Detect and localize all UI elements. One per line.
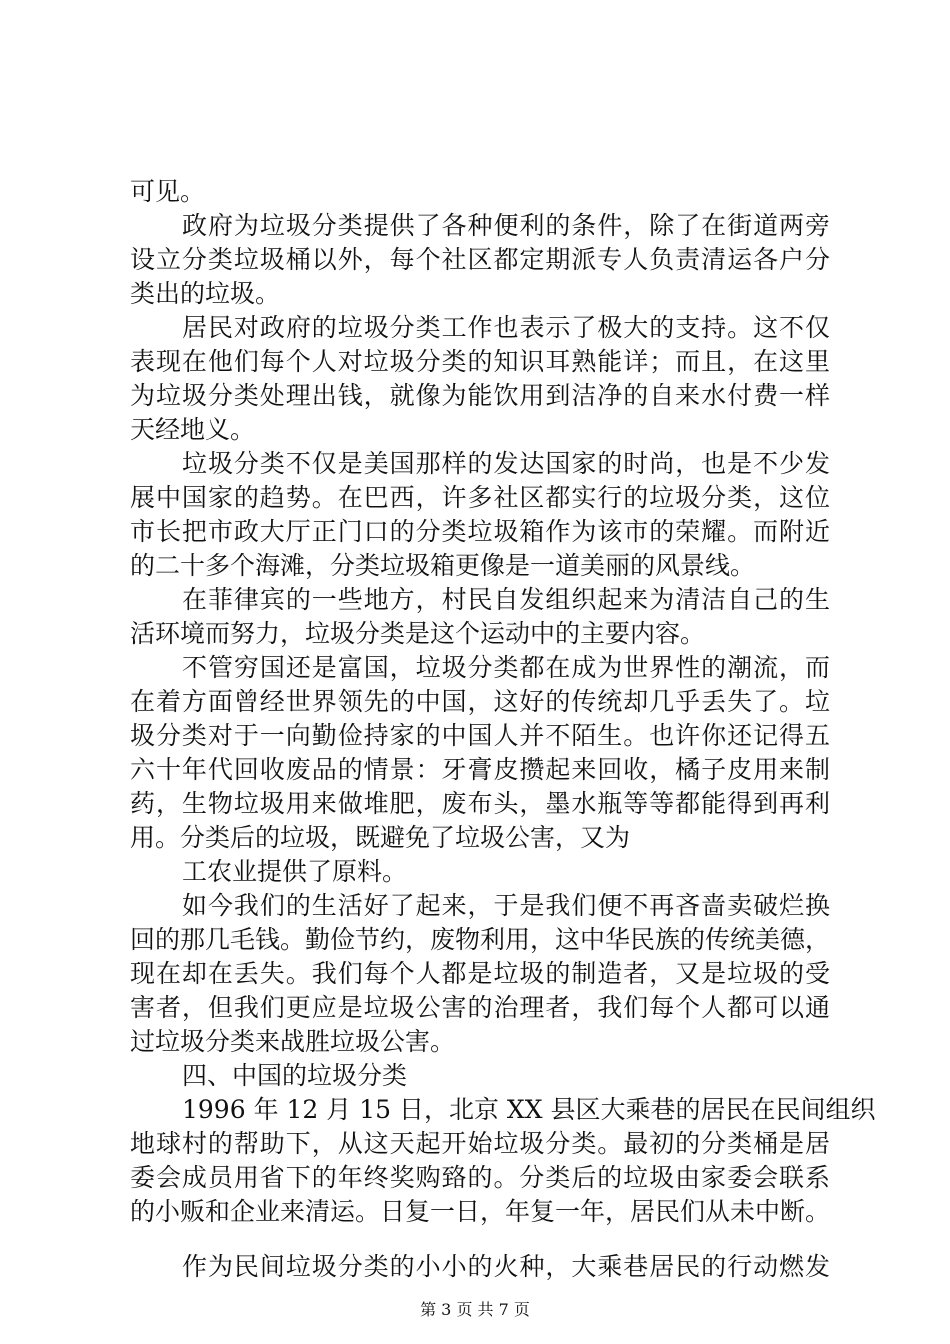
text-line: 展中国家的趋势。在巴西，许多社区都实行的垃圾分类，这位: [130, 483, 830, 512]
text-line: 市长把市政大厅正门口的分类垃圾箱作为该市的荣耀。而附近: [130, 517, 830, 546]
text-line: 不管穷国还是富国，垃圾分类都在成为世界性的潮流，而: [182, 653, 830, 682]
text-line: 1996 年 12 月 15 日，北京 XX 县区大乘巷的居民在民间组织: [182, 1095, 876, 1124]
text-line: 居民对政府的垃圾分类工作也表示了极大的支持。这不仅: [182, 313, 830, 342]
text-line: 在菲律宾的一些地方，村民自发组织起来为清洁自己的生: [182, 585, 830, 614]
text-line: 药，生物垃圾用来做堆肥，废布头，墨水瓶等等都能得到再利: [130, 789, 830, 818]
final-text-line: 作为民间垃圾分类的小小的火种，大乘巷居民的行动燃发: [182, 1252, 830, 1281]
page-footer: 第 3 页 共 7 页: [420, 1300, 530, 1319]
text-line: 如今我们的生活好了起来，于是我们便不再吝啬卖破烂换: [182, 891, 830, 920]
text-line: 可见。: [130, 177, 206, 206]
text-line: 六十年代回收废品的情景：牙膏皮攒起来回收，橘子皮用来制: [130, 755, 830, 784]
text-line: 垃圾分类不仅是美国那样的发达国家的时尚，也是不少发: [182, 449, 830, 478]
text-line: 回的那几毛钱。勤俭节约，废物利用，这中华民族的传统美德，: [130, 925, 831, 954]
text-line: 天经地义。: [130, 415, 256, 444]
text-line: 害者，但我们更应是垃圾公害的治理者，我们每个人都可以通: [130, 993, 830, 1022]
text-line: 在着方面曾经世界领先的中国，这好的传统却几乎丢失了。垃: [130, 687, 830, 716]
text-line: 的小贩和企业来清运。日复一日，年复一年，居民们从未中断。: [130, 1197, 831, 1226]
text-line: 委会成员用省下的年终奖购臵的。分类后的垃圾由家委会联系: [130, 1163, 830, 1192]
text-line: 类出的垃圾。: [130, 279, 281, 308]
text-line: 表现在他们每个人对垃圾分类的知识耳熟能详；而且，在这里: [130, 347, 830, 376]
text-line: 圾分类对于一向勤俭持家的中国人并不陌生。也许你还记得五: [130, 721, 830, 750]
text-line: 的二十多个海滩，分类垃圾箱更像是一道美丽的风景线。: [130, 551, 756, 580]
text-line: 设立分类垃圾桶以外，每个社区都定期派专人负责清运各户分: [130, 245, 830, 274]
text-line: 政府为垃圾分类提供了各种便利的条件，除了在街道两旁: [182, 211, 830, 240]
text-line: 工农业提供了原料。: [182, 857, 408, 886]
text-line: 地球村的帮助下，从这天起开始垃圾分类。最初的分类桶是居: [130, 1129, 830, 1158]
text-line: 活环境而努力，垃圾分类是这个运动中的主要内容。: [130, 619, 706, 648]
text-line: 过垃圾分类来战胜垃圾公害。: [130, 1027, 456, 1056]
text-line: 用。分类后的垃圾，既避免了垃圾公害，又为: [130, 823, 631, 852]
section-heading: 四、中国的垃圾分类: [182, 1061, 408, 1090]
text-line: 为垃圾分类处理出钱，就像为能饮用到洁净的自来水付费一样: [130, 381, 830, 410]
text-line: 现在却在丢失。我们每个人都是垃圾的制造者，又是垃圾的受: [130, 959, 830, 988]
